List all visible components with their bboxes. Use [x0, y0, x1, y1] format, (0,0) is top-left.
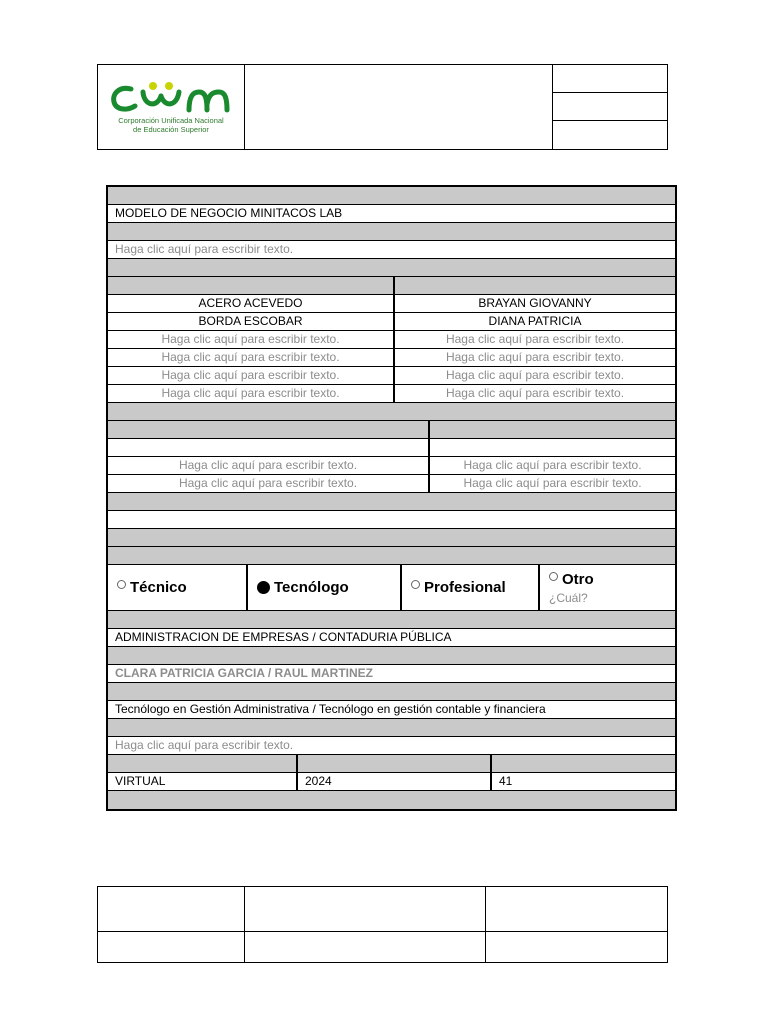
- student-row: [108, 331, 675, 349]
- footer-cell: [245, 887, 486, 932]
- text-field[interactable]: Haga clic aquí para escribir texto.: [428, 457, 675, 474]
- text-field[interactable]: Haga clic aquí para escribir texto.: [393, 367, 675, 384]
- program-row: [108, 629, 675, 647]
- logo-line2: de Educación Superior: [133, 125, 209, 134]
- footer-cell: [486, 887, 668, 932]
- radio-selected-icon[interactable]: [257, 581, 270, 594]
- modality-field[interactable]: VIRTUAL: [115, 774, 166, 788]
- details-row: [108, 773, 675, 791]
- student-names[interactable]: DIANA PATRICIA: [393, 313, 675, 330]
- section-bar: [108, 493, 675, 511]
- number-field[interactable]: 41: [490, 773, 675, 790]
- logo-line1: Corporación Unificada Nacional: [118, 116, 224, 125]
- section-bar: [108, 791, 675, 809]
- modality-header: [108, 755, 296, 772]
- student-surnames[interactable]: ACERO ACEVEDO: [198, 296, 303, 310]
- surnames-header: [108, 277, 393, 294]
- section-bar: [108, 683, 675, 701]
- option-label: Otro: [562, 570, 594, 588]
- other-specify-field[interactable]: ¿Cuál?: [549, 590, 588, 605]
- year-header: [296, 755, 490, 772]
- student-row: [108, 385, 675, 403]
- field-row: [108, 241, 675, 259]
- text-field[interactable]: Haga clic aquí para escribir texto.: [393, 349, 675, 366]
- document-header: [97, 64, 668, 150]
- section-bar: [108, 403, 675, 421]
- option-otro[interactable]: [538, 565, 675, 610]
- tutors-field[interactable]: CLARA PATRICIA GARCIA / RAUL MARTINEZ: [115, 666, 373, 680]
- text-field[interactable]: Haga clic aquí para escribir texto.: [161, 350, 340, 364]
- subsection-header: [428, 421, 675, 438]
- details-header-row: [108, 755, 675, 773]
- students-header-row: [108, 277, 675, 295]
- footer-cell: [98, 932, 245, 963]
- text-field[interactable]: Haga clic aquí para escribir texto.: [428, 475, 675, 492]
- text-field[interactable]: [428, 439, 675, 456]
- level-options-row: [108, 565, 675, 611]
- text-field[interactable]: Haga clic aquí para escribir texto.: [161, 332, 340, 346]
- option-tecnologo[interactable]: [246, 565, 400, 610]
- option-tecnico[interactable]: [108, 565, 246, 610]
- section-bar: [108, 647, 675, 665]
- option-profesional[interactable]: [400, 565, 538, 610]
- text-field[interactable]: Haga clic aquí para escribir texto.: [161, 386, 340, 400]
- cun-logo: [98, 66, 244, 149]
- radio-icon[interactable]: [411, 580, 420, 589]
- section-bar: [108, 259, 675, 277]
- cun-logo-icon: [109, 80, 233, 114]
- student-row: [108, 367, 675, 385]
- text-field[interactable]: Haga clic aquí para escribir texto.: [178, 476, 358, 490]
- radio-icon[interactable]: [549, 572, 558, 581]
- text-field[interactable]: [108, 439, 428, 456]
- field-row: [108, 737, 675, 755]
- section-bar: [108, 223, 675, 241]
- number-header: [490, 755, 675, 772]
- text-field[interactable]: Haga clic aquí para escribir texto.: [393, 331, 675, 348]
- header-version-cell: [553, 93, 668, 121]
- text-field[interactable]: Haga clic aquí para escribir texto.: [115, 738, 294, 752]
- degree-row: [108, 701, 675, 719]
- section-bar: [108, 187, 675, 205]
- names-header: [393, 277, 675, 294]
- section-bar: [108, 611, 675, 629]
- student-row: [108, 349, 675, 367]
- project-title-row: [108, 205, 675, 223]
- field-row: [108, 457, 675, 475]
- radio-icon[interactable]: [117, 580, 126, 589]
- option-label: Técnico: [130, 579, 187, 596]
- text-field[interactable]: Haga clic aquí para escribir texto.: [178, 458, 358, 472]
- field-row: [108, 511, 675, 529]
- section-bar: [108, 719, 675, 737]
- option-label: Profesional: [424, 579, 506, 596]
- field-row: [108, 439, 675, 457]
- project-title[interactable]: MODELO DE NEGOCIO MINITACOS LAB: [115, 206, 343, 220]
- header-code-cell: [553, 65, 668, 93]
- field-row: [108, 475, 675, 493]
- degree-field[interactable]: Tecnólogo en Gestión Administrativa / Tecnólogo en gestión contable y financiera: [115, 702, 546, 716]
- subsection-header-row: [108, 421, 675, 439]
- section-bar: [108, 529, 675, 547]
- header-title-cell: [245, 65, 553, 150]
- student-names[interactable]: BRAYAN GIOVANNY: [393, 295, 675, 312]
- student-row: [108, 313, 675, 331]
- text-field[interactable]: Haga clic aquí para escribir texto.: [393, 385, 675, 402]
- header-date-cell: [553, 121, 668, 150]
- tutors-row: [108, 665, 675, 683]
- subsection-header: [108, 421, 428, 438]
- student-surnames[interactable]: BORDA ESCOBAR: [198, 314, 303, 328]
- project-form: [106, 185, 677, 811]
- logo-cell: [98, 65, 245, 150]
- text-field[interactable]: Haga clic aquí para escribir texto.: [115, 242, 294, 256]
- footer-cell: [98, 887, 245, 932]
- footer-cell: [245, 932, 486, 963]
- text-field[interactable]: [108, 511, 675, 528]
- section-bar: [108, 547, 675, 565]
- student-row: [108, 295, 675, 313]
- program-field[interactable]: ADMINISTRACION DE EMPRESAS / CONTADURIA PÚBLICA: [115, 630, 452, 644]
- year-field[interactable]: 2024: [296, 773, 490, 790]
- option-label: Tecnólogo: [274, 579, 349, 596]
- document-footer: [97, 886, 668, 963]
- footer-cell: [486, 932, 668, 963]
- text-field[interactable]: Haga clic aquí para escribir texto.: [161, 368, 340, 382]
